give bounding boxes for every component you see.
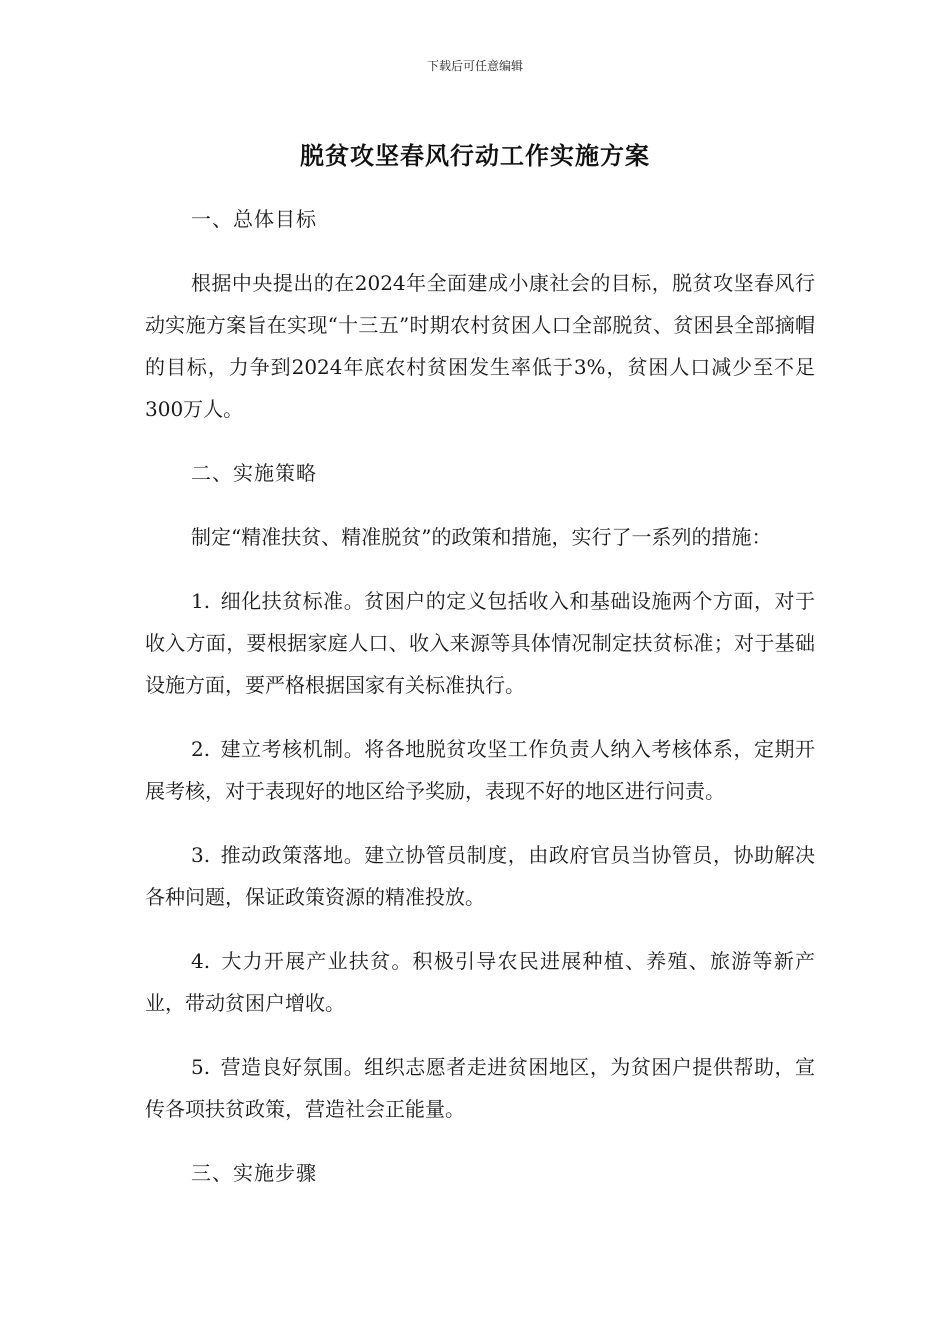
strategy-item-number: 5. bbox=[191, 1055, 211, 1079]
strategy-item-text: 建立考核机制。将各地脱贫攻坚工作负责人纳入考核体系，定期开展考核，对于表现好的地区给予奖励，表现不好的地区进行问责。 bbox=[145, 737, 815, 803]
strategy-item-number: 4. bbox=[191, 949, 211, 973]
section-heading-strategy: 二、实施策略 bbox=[191, 461, 317, 485]
section-heading-goals: 一、总体目标 bbox=[191, 207, 317, 231]
strategy-item-text: 营造良好氛围。组织志愿者走进贫困地区，为贫困户提供帮助，宣传各项扶贫政策，营造社会正能量。 bbox=[145, 1055, 815, 1121]
strategy-item-number: 1. bbox=[191, 589, 211, 613]
strategy-item bbox=[145, 834, 815, 918]
section-heading-steps: 三、实施步骤 bbox=[191, 1161, 317, 1185]
strategy-item bbox=[145, 940, 815, 1024]
strategy-item-text: 细化扶贫标准。贫困户的定义包括收入和基础设施两个方面，对于收入方面，要根据家庭人口、收入来源等具体情况制定扶贫标准；对于基础设施方面，要严格根据国家有关标准执行。 bbox=[145, 589, 815, 697]
strategy-item-text: 大力开展产业扶贫。积极引导农民进展种植、养殖、旅游等新产业，带动贫困户增收。 bbox=[145, 949, 815, 1015]
strategy-item-number: 3. bbox=[191, 843, 211, 867]
document-body bbox=[145, 198, 815, 1216]
strategy-item-text: 推动政策落地。建立协管员制度，由政府官员当协管员，协助解决各种问题，保证政策资源的精准投放。 bbox=[145, 843, 815, 909]
strategy-item bbox=[145, 1046, 815, 1130]
header-note: 下载后可任意编辑 bbox=[426, 59, 523, 73]
goals-paragraph: 根据中央提出的在2024年全面建成小康社会的目标，脱贫攻坚春风行动实施方案旨在实现“十三五”时期农村贫困人口全部脱贫、贫困县全部摘帽的目标，力争到2024年底农村贫困发生率低于3%，贫困人口减少至不足300万人。 bbox=[145, 271, 815, 421]
strategy-item-number: 2. bbox=[191, 737, 211, 761]
document-title: 脱贫攻坚春风行动工作实施方案 bbox=[300, 142, 650, 170]
strategy-item bbox=[145, 580, 815, 706]
strategy-intro: 制定“精准扶贫、精准脱贫”的政策和措施，实行了一系列的措施： bbox=[191, 525, 772, 549]
strategy-item bbox=[145, 728, 815, 812]
